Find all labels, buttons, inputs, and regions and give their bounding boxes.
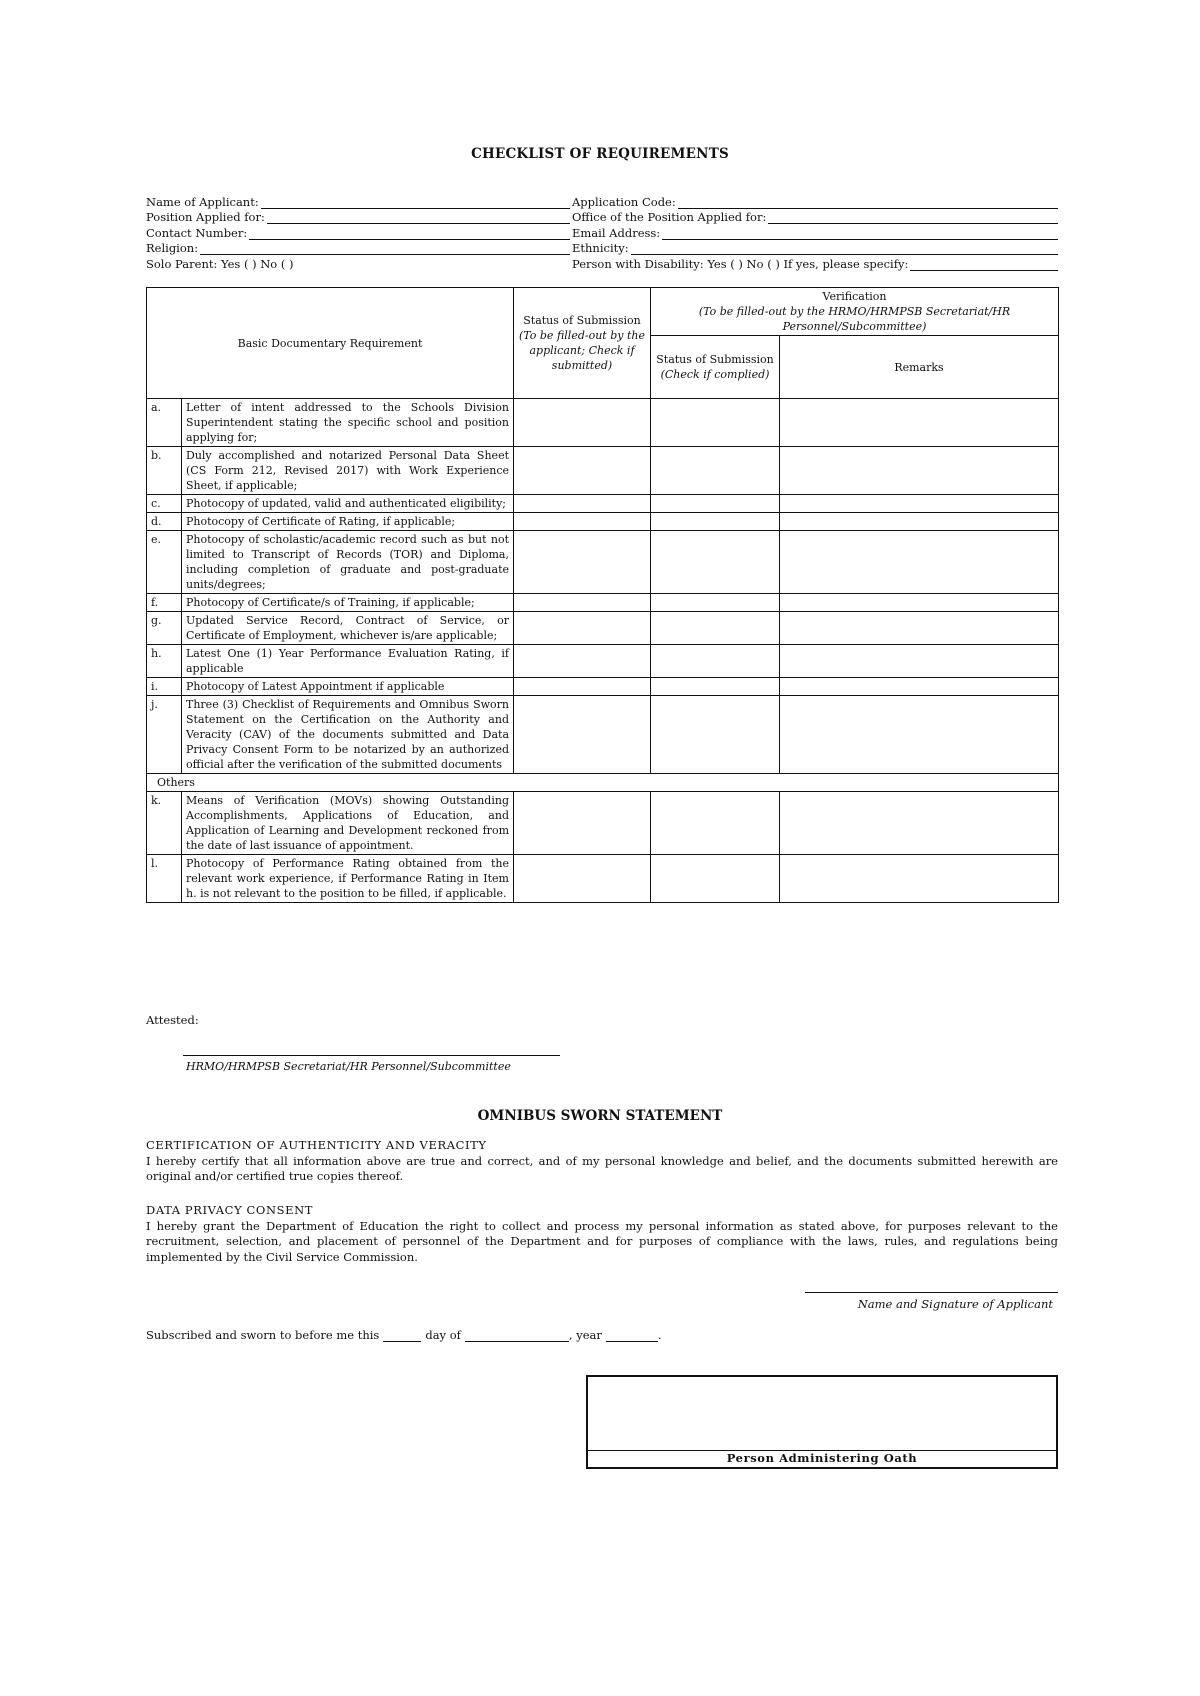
verification-status-cell[interactable] bbox=[651, 399, 780, 447]
table-row bbox=[147, 513, 1059, 531]
sworn-text-3: , year bbox=[568, 1328, 602, 1342]
row-letter: g. bbox=[147, 612, 182, 645]
office-label: Office of the Position Applied for: bbox=[572, 210, 767, 225]
contact-field[interactable] bbox=[249, 229, 570, 240]
sworn-text-4: . bbox=[657, 1328, 662, 1342]
row-requirement: Updated Service Record, Contract of Service, or Certificate of Employment, whichever is/are applicable; bbox=[182, 612, 514, 645]
row-requirement: Latest One (1) Year Performance Evaluation Rating, if applicable bbox=[182, 645, 514, 678]
application-code-label: Application Code: bbox=[572, 194, 676, 209]
row-letter: a. bbox=[147, 399, 182, 447]
ethnicity-label: Ethnicity: bbox=[572, 241, 629, 256]
remarks-cell[interactable] bbox=[780, 612, 1059, 645]
applicant-status-cell[interactable] bbox=[514, 678, 651, 696]
row-requirement: Photocopy of scholastic/academic record such as but not limited to Transcript of Records (TOR) and Diploma, including completion of graduate and post-graduate units/degrees; bbox=[182, 531, 514, 594]
position-field[interactable] bbox=[267, 213, 570, 224]
table-row bbox=[147, 495, 1059, 513]
remarks-cell[interactable] bbox=[780, 399, 1059, 447]
sworn-day-blank[interactable] bbox=[383, 1331, 421, 1342]
table-row bbox=[147, 792, 1059, 855]
table-row bbox=[147, 447, 1059, 495]
verification-header-title: Verification bbox=[822, 290, 887, 303]
row-letter: h. bbox=[147, 645, 182, 678]
row-letter: d. bbox=[147, 513, 182, 531]
remarks-cell[interactable] bbox=[780, 495, 1059, 513]
email-label: Email Address: bbox=[572, 225, 661, 240]
status-header-title: Status of Submission bbox=[523, 314, 641, 327]
row-letter: e. bbox=[147, 531, 182, 594]
remarks-cell[interactable] bbox=[780, 594, 1059, 612]
requirement-header: Basic Documentary Requirement bbox=[147, 288, 514, 399]
row-requirement: Three (3) Checklist of Requirements and Omnibus Sworn Statement on the Certification on the Authority and Veracity (CAV) of the documents submitted and Data Privacy Consent Form to be notarized by an authorized official after the verification of the submitted documents bbox=[182, 696, 514, 774]
table-row bbox=[147, 612, 1059, 645]
table-row bbox=[147, 696, 1059, 774]
row-letter: b. bbox=[147, 447, 182, 495]
status-header-note: (To be filled-out by the applicant; Check if submitted) bbox=[519, 329, 645, 372]
name-label: Name of Applicant: bbox=[146, 194, 259, 209]
verification-status-title: Status of Submission bbox=[656, 353, 774, 366]
remarks-cell[interactable] bbox=[780, 531, 1059, 594]
remarks-cell[interactable] bbox=[780, 678, 1059, 696]
remarks-cell[interactable] bbox=[780, 696, 1059, 774]
attested-signatory: HRMO/HRMPSB Secretariat/HR Personnel/Subcommittee bbox=[186, 1060, 511, 1073]
verification-status-cell[interactable] bbox=[651, 612, 780, 645]
verification-status-cell[interactable] bbox=[651, 513, 780, 531]
row-letter: f. bbox=[147, 594, 182, 612]
verification-status-cell[interactable] bbox=[651, 696, 780, 774]
applicant-status-cell[interactable] bbox=[514, 495, 651, 513]
sworn-statement-line bbox=[146, 1328, 662, 1342]
remarks-cell[interactable] bbox=[780, 447, 1059, 495]
verification-status-cell[interactable] bbox=[651, 594, 780, 612]
row-letter: l. bbox=[147, 855, 182, 903]
verification-status-cell[interactable] bbox=[651, 792, 780, 855]
verification-status-cell[interactable] bbox=[651, 645, 780, 678]
verification-status-cell[interactable] bbox=[651, 447, 780, 495]
privacy-text: I hereby grant the Department of Education the right to collect and process my personal information as stated above, for purposes relevant to the recruitment, selection, and placement of personnel of the Department and for purposes of compliance with the laws, rules, and regulations being implemented by the Civil Service Commission. bbox=[146, 1218, 1058, 1264]
sworn-year-blank[interactable] bbox=[606, 1331, 658, 1342]
row-requirement: Photocopy of Certificate/s of Training, if applicable; bbox=[182, 594, 514, 612]
verification-header-note: (To be filled-out by the HRMO/HRMPSB Secretariat/HR Personnel/Subcommittee) bbox=[698, 305, 1011, 333]
omnibus-title: OMNIBUS SWORN STATEMENT bbox=[477, 1108, 723, 1124]
applicant-status-cell[interactable] bbox=[514, 645, 651, 678]
table-row bbox=[147, 855, 1059, 903]
sworn-month-blank[interactable] bbox=[465, 1331, 569, 1342]
row-requirement: Duly accomplished and notarized Personal Data Sheet (CS Form 212, Revised 2017) with Work Experience Sheet, if applicable; bbox=[182, 447, 514, 495]
requirements-table bbox=[146, 287, 1059, 903]
verification-status-cell[interactable] bbox=[651, 855, 780, 903]
ethnicity-field[interactable] bbox=[631, 244, 1058, 255]
position-label: Position Applied for: bbox=[146, 210, 265, 225]
office-field[interactable] bbox=[768, 213, 1058, 224]
info-row bbox=[146, 255, 1058, 271]
contact-label: Contact Number: bbox=[146, 225, 248, 240]
applicant-info bbox=[146, 193, 1058, 271]
applicant-signature-line[interactable] bbox=[805, 1292, 1058, 1293]
remarks-cell[interactable] bbox=[780, 513, 1059, 531]
remarks-header: Remarks bbox=[780, 336, 1059, 399]
table-row bbox=[147, 678, 1059, 696]
certification-text: I hereby certify that all information above are true and correct, and of my personal knowledge and belief, and the documents submitted herewith are original and/or certified true copies thereof. bbox=[146, 1153, 1058, 1184]
info-row bbox=[146, 193, 1058, 209]
table-row bbox=[147, 531, 1059, 594]
row-letter: c. bbox=[147, 495, 182, 513]
others-row bbox=[147, 774, 1059, 792]
verification-status-cell[interactable] bbox=[651, 495, 780, 513]
status-header bbox=[514, 288, 651, 399]
applicant-status-cell[interactable] bbox=[514, 531, 651, 594]
info-row bbox=[146, 209, 1058, 225]
verification-header bbox=[651, 288, 1059, 336]
certification-section bbox=[146, 1138, 1058, 1185]
applicant-status-cell[interactable] bbox=[514, 792, 651, 855]
row-requirement: Letter of intent addressed to the Schools Division Superintendent stating the specific school and position applying for; bbox=[182, 399, 514, 447]
certification-heading: CERTIFICATION OF AUTHENTICITY AND VERACITY bbox=[146, 1138, 487, 1152]
row-requirement: Photocopy of updated, valid and authenticated eligibility; bbox=[182, 495, 514, 513]
row-letter: i. bbox=[147, 678, 182, 696]
verification-status-header bbox=[651, 336, 780, 399]
row-requirement: Photocopy of Latest Appointment if applicable bbox=[182, 678, 514, 696]
applicant-signature-label: Name and Signature of Applicant bbox=[857, 1297, 1053, 1311]
info-row bbox=[146, 240, 1058, 256]
privacy-section bbox=[146, 1203, 1058, 1265]
applicant-status-cell[interactable] bbox=[514, 696, 651, 774]
row-requirement: Photocopy of Performance Rating obtained from the relevant work experience, if Performance Rating in Item h. is not relevant to the position to be filled, if applicable. bbox=[182, 855, 514, 903]
verification-status-note: (Check if complied) bbox=[660, 368, 770, 381]
row-requirement: Means of Verification (MOVs) showing Outstanding Accomplishments, Applications of Education, and Application of Learning and Development reckoned from the date of last issuance of appointment. bbox=[182, 792, 514, 855]
pwd-label[interactable]: Person with Disability: Yes ( ) No ( ) If yes, please specify: bbox=[572, 256, 909, 271]
solo-parent-label[interactable]: Solo Parent: Yes ( ) No ( ) bbox=[146, 256, 294, 271]
applicant-status-cell[interactable] bbox=[514, 399, 651, 447]
remarks-cell[interactable] bbox=[780, 855, 1059, 903]
attested-label: Attested: bbox=[146, 1013, 199, 1027]
others-label: Others bbox=[147, 774, 1059, 792]
applicant-status-cell[interactable] bbox=[514, 513, 651, 531]
applicant-status-cell[interactable] bbox=[514, 594, 651, 612]
sworn-text-1: Subscribed and sworn to before me this bbox=[146, 1328, 380, 1342]
oath-signature-box[interactable] bbox=[586, 1375, 1058, 1469]
email-field[interactable] bbox=[662, 229, 1058, 240]
info-row bbox=[146, 224, 1058, 240]
row-letter: j. bbox=[147, 696, 182, 774]
religion-field[interactable] bbox=[200, 244, 570, 255]
oath-label: Person Administering Oath bbox=[588, 1450, 1056, 1467]
sworn-text-2: day of bbox=[425, 1328, 461, 1342]
remarks-cell[interactable] bbox=[780, 645, 1059, 678]
table-row bbox=[147, 399, 1059, 447]
name-field[interactable] bbox=[261, 198, 570, 209]
attested-signature-line[interactable] bbox=[183, 1055, 560, 1056]
applicant-status-cell[interactable] bbox=[514, 612, 651, 645]
verification-status-cell[interactable] bbox=[651, 531, 780, 594]
page-title: CHECKLIST OF REQUIREMENTS bbox=[471, 146, 729, 162]
row-requirement: Photocopy of Certificate of Rating, if applicable; bbox=[182, 513, 514, 531]
religion-label: Religion: bbox=[146, 241, 199, 256]
privacy-heading: DATA PRIVACY CONSENT bbox=[146, 1203, 314, 1217]
applicant-status-cell[interactable] bbox=[514, 447, 651, 495]
table-row bbox=[147, 645, 1059, 678]
application-code-field[interactable] bbox=[678, 198, 1058, 209]
row-letter: k. bbox=[147, 792, 182, 855]
pwd-specify-field[interactable] bbox=[910, 260, 1058, 271]
verification-status-cell[interactable] bbox=[651, 678, 780, 696]
applicant-status-cell[interactable] bbox=[514, 855, 651, 903]
table-row bbox=[147, 594, 1059, 612]
remarks-cell[interactable] bbox=[780, 792, 1059, 855]
